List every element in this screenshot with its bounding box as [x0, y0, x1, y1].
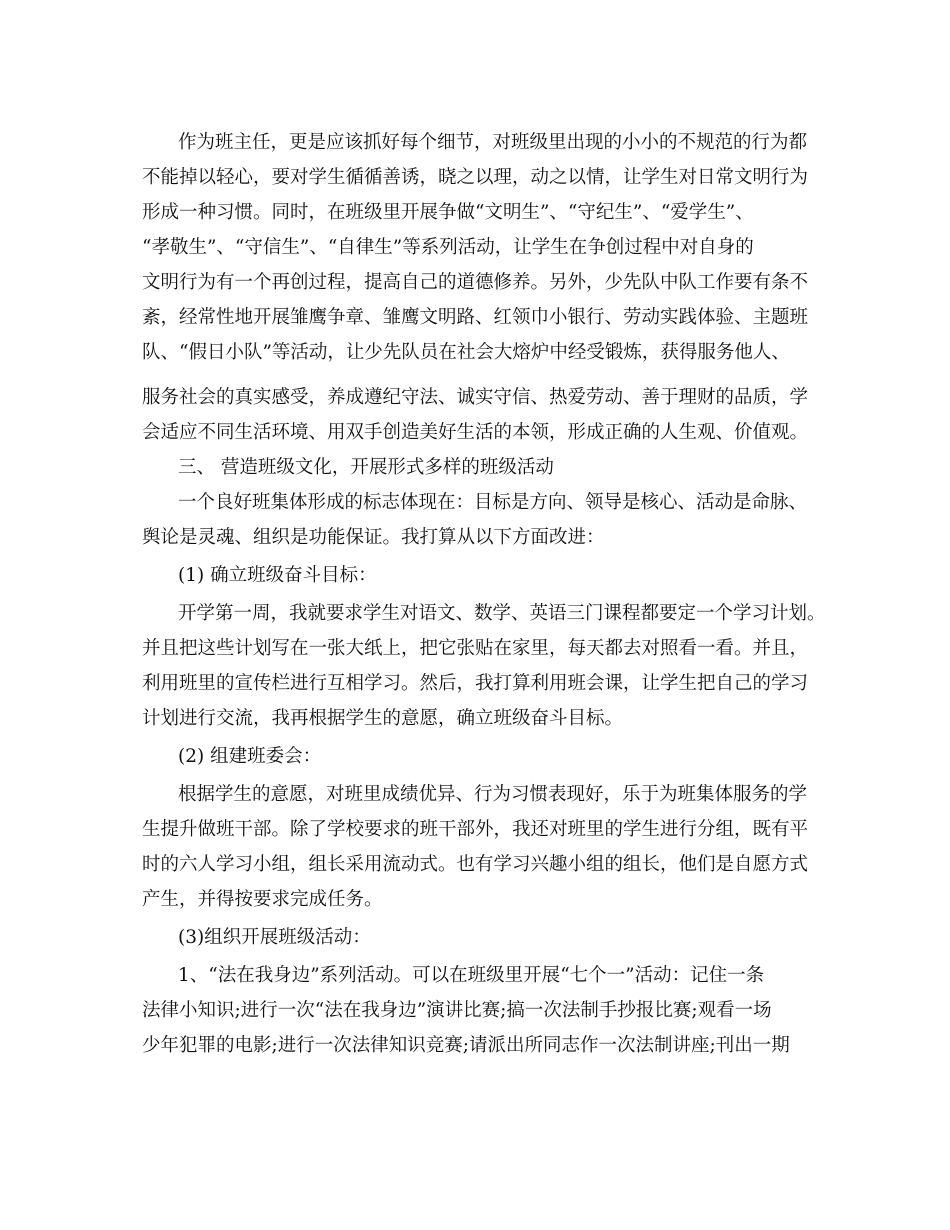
paragraph-line: 法律小知识;进行一次“法在我身边”演讲比赛;搞一次法制手抄报比赛;观看一场 [142, 1000, 772, 1021]
paragraph-line: 时的六人学习小组，组长采用流动式。也有学习兴趣小组的组长，他们是自愿方式 [142, 854, 809, 875]
paragraph-line: 会适应不同生活环境、用双手创造美好生活的本领，形成正确的人生观、价值观。 [142, 422, 809, 443]
subheading: (1) 确立班级奋斗目标： [178, 565, 377, 586]
paragraph-line: 根据学生的意愿，对班里成绩优异、行为习惯表现好，乐于为班集体服务的学 [178, 784, 808, 805]
paragraph-line: 生提升做班干部。除了学校要求的班干部外，我还对班里的学生进行分组，既有平 [142, 819, 809, 840]
paragraph-line: 产生，并得按要求完成任务。 [142, 889, 383, 910]
paragraph-line: 计划进行交流，我再根据学生的意愿，确立班级奋斗目标。 [142, 708, 624, 729]
paragraph-line: 1、“法在我身边”系列活动。可以在班级里开展“七个一”活动：记住一条 [178, 965, 765, 986]
paragraph-line: 作为班主任，更是应该抓好每个细节，对班级里出现的小小的不规范的行为都 [178, 132, 808, 153]
paragraph-line: 服务社会的真实感受，养成遵纪守法、诚实守信、热爱劳动、善于理财的品质，学 [142, 387, 809, 408]
paragraph-line: 不能掉以轻心，要对学生循循善诱，晓之以理，动之以情，让学生对日常文明行为 [142, 167, 809, 188]
paragraph-line: 并且把这些计划写在一张大纸上，把它张贴在家里，每天都去对照看一看。并且， [142, 638, 809, 659]
paragraph-line: 文明行为有一个再创过程，提高自己的道德修养。另外，少先队中队工作要有条不 [142, 272, 809, 293]
paragraph-line: “孝敬生”、“守信生”、“自律生”等系列活动，让学生在争创过程中对自身的 [142, 237, 754, 258]
paragraph-line: 队、“假日小队”等活动，让少先队员在社会大熔炉中经受锻炼，获得服务他人、 [142, 342, 790, 363]
paragraph-line: 舆论是灵魂、组织是功能保证。我打算从以下方面改进： [142, 527, 605, 548]
section-heading: 三、 营造班级文化，开展形式多样的班级活动 [178, 457, 554, 478]
paragraph-line: 一个良好班集体形成的标志体现在：目标是方向、领导是核心、活动是命脉、 [178, 492, 808, 513]
paragraph-line: 紊，经常性地开展雏鹰争章、雏鹰文明路、红领巾小银行、劳动实践体验、主题班 [142, 307, 809, 328]
paragraph-line: 利用班里的宣传栏进行互相学习。然后，我打算利用班会课，让学生把自己的学习 [142, 673, 809, 694]
subheading: (3)组织开展班级活动： [178, 927, 371, 948]
subheading: (2) 组建班委会： [178, 746, 322, 767]
paragraph-line: 开学第一周，我就要求学生对语文、数学、英语三门课程都要定一个学习计划。 [178, 603, 826, 624]
paragraph-line: 少年犯罪的电影;进行一次法律知识竞赛;请派出所同志作一次法制讲座;刊出一期 [142, 1035, 790, 1056]
paragraph-line: 形成一种习惯。同时，在班级里开展争做“文明生”、“守纪生”、“爱学生”、 [142, 202, 754, 223]
